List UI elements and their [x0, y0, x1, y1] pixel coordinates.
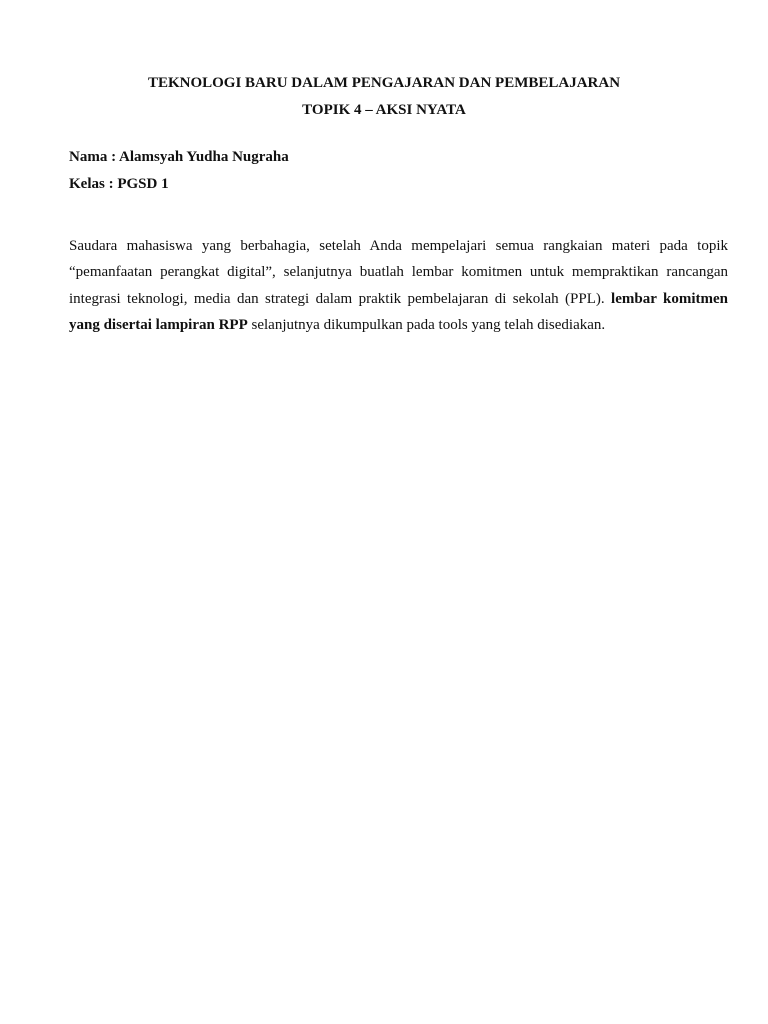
student-identity — [69, 144, 289, 198]
instruction-paragraph — [69, 233, 728, 338]
document-subtitle: TOPIK 4 – AKSI NYATA — [302, 102, 466, 118]
student-class: Kelas : PGSD 1 — [69, 176, 169, 192]
instruction-emphasis: lembar komitmen yang disertai lampiran RPP — [69, 290, 728, 333]
instruction-tail: selanjutnya dikumpulkan pada tools yang telah disediakan. — [247, 316, 606, 333]
document-title: TEKNOLOGI BARU DALAM PENGAJARAN DAN PEMBELAJARAN — [147, 75, 621, 91]
instruction-text: Saudara mahasiswa yang berbahagia, setelah Anda mempelajari semua rangkaian materi pada topik “pemanfaatan perangkat digital”, selanjutnya buatlah lembar komitmen untuk mempraktikan rancangan integrasi teknologi, media dan strategi dalam praktik pembelajaran di sekolah (PPL). — [69, 238, 728, 307]
document-header — [60, 70, 708, 124]
student-name: Nama : Alamsyah Yudha Nugraha — [69, 149, 289, 165]
